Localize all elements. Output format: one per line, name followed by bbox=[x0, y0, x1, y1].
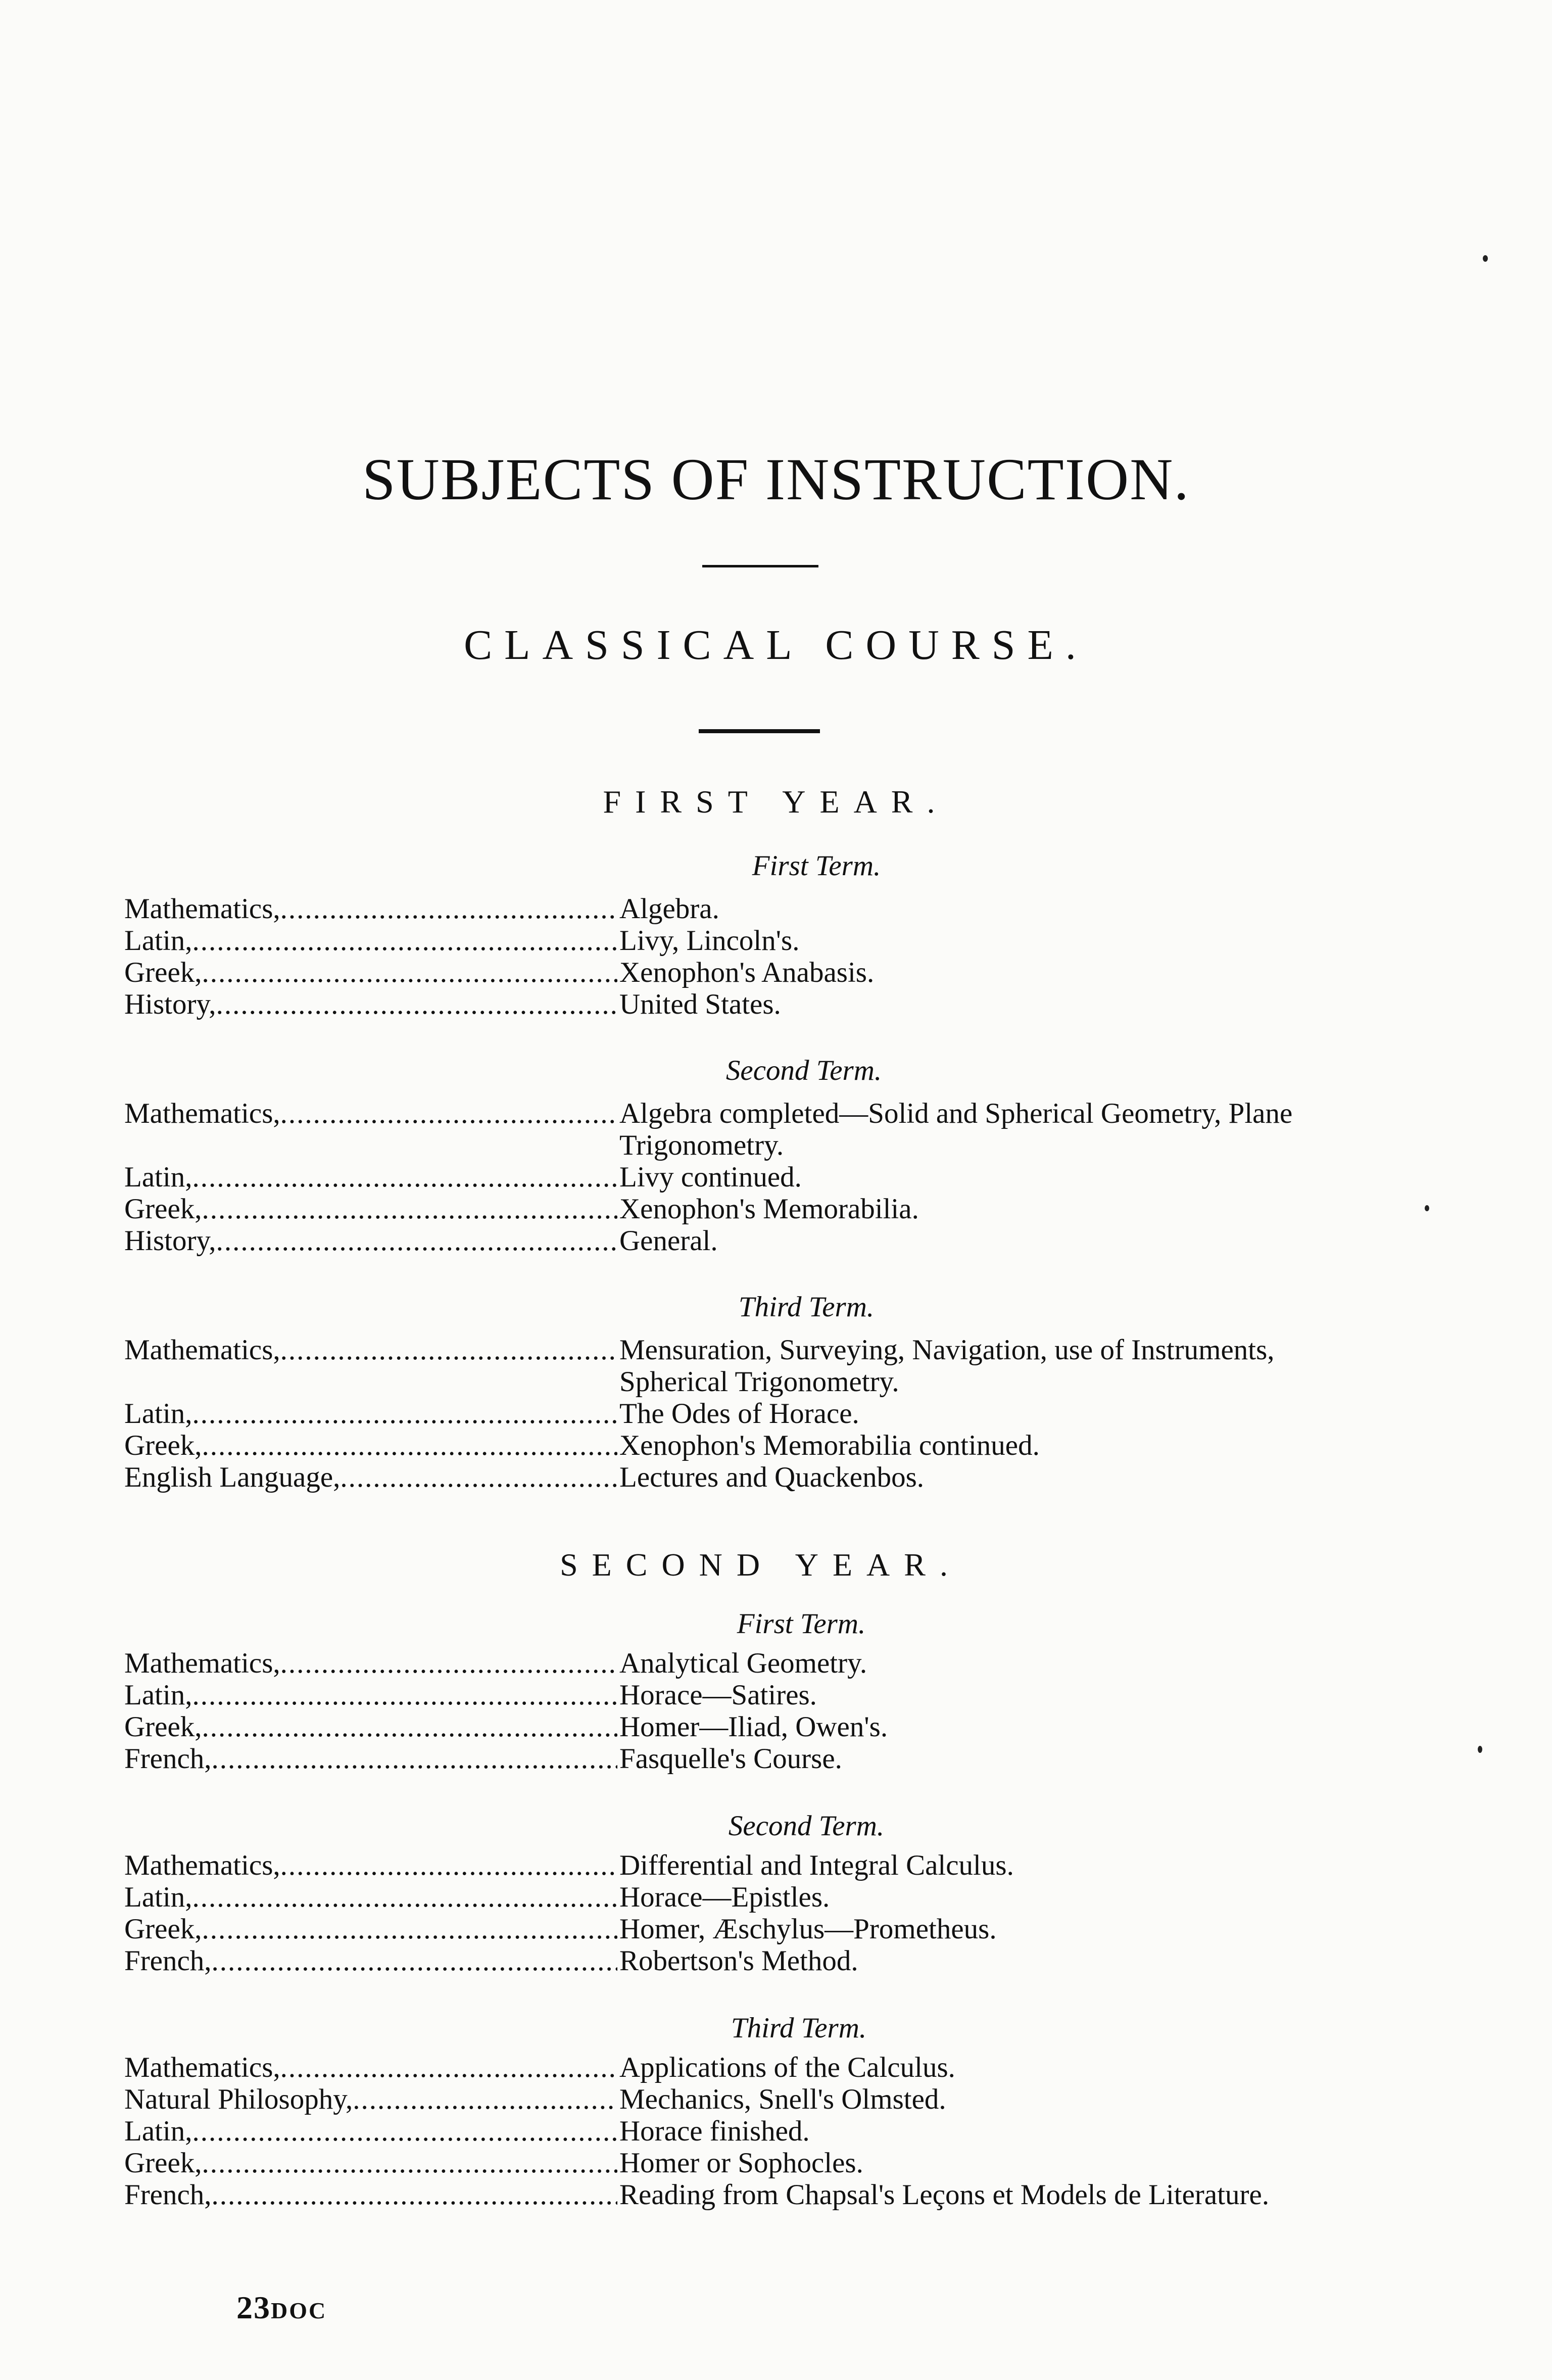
subject-content: Differential and Integral Calculus. bbox=[619, 1849, 1014, 1881]
course-divider bbox=[699, 729, 820, 733]
subject-content: Horace—Epistles. bbox=[619, 1881, 830, 1913]
subject-content: Xenophon's Memorabilia. bbox=[619, 1193, 919, 1225]
page-title: SUBJECTS OF INSTRUCTION. bbox=[362, 446, 1190, 512]
scan-speck bbox=[1425, 1205, 1429, 1211]
subject-content: United States. bbox=[619, 988, 781, 1020]
subject-content: Fasquelle's Course. bbox=[619, 1743, 842, 1775]
term-heading-first-1: First Term. bbox=[752, 850, 881, 882]
subject-label: Mathematics, ..... bbox=[124, 893, 617, 925]
scan-speck bbox=[1478, 1746, 1482, 1753]
subject-label: History, ..... bbox=[124, 988, 617, 1020]
subject-label: Greek, ..... bbox=[124, 1711, 617, 1743]
subject-label: Natural Philosophy, ..... bbox=[124, 2083, 617, 2115]
subject-label: French, ..... bbox=[124, 1945, 617, 1977]
subject-content: Livy continued. bbox=[619, 1161, 802, 1193]
subject-content: Homer or Sophocles. bbox=[619, 2147, 863, 2179]
subject-label: Greek, ..... bbox=[124, 957, 617, 988]
subject-label: Mathematics, ..... bbox=[124, 2052, 617, 2083]
term-heading-second-3: Third Term. bbox=[731, 2012, 867, 2044]
subject-content: Horace—Satires. bbox=[619, 1679, 817, 1711]
subject-content: Lectures and Quackenbos. bbox=[619, 1461, 925, 1493]
subject-label: Latin, ..... bbox=[124, 1679, 617, 1711]
term-heading-first-2: Second Term. bbox=[725, 1055, 882, 1086]
subject-content: Xenophon's Memorabilia continued. bbox=[619, 1430, 1040, 1461]
page-number-suffix: DOC bbox=[271, 2298, 327, 2323]
subject-content: The Odes of Horace. bbox=[619, 1398, 859, 1430]
subject-content: Mensuration, Surveying, Navigation, use of Instruments, Spherical Trigonometry. bbox=[619, 1334, 1275, 1398]
subject-content: Mechanics, Snell's Olmsted. bbox=[619, 2083, 946, 2115]
course-heading: CLASSICAL COURSE. bbox=[464, 622, 1088, 669]
subject-label: Mathematics, ..... bbox=[124, 1849, 617, 1881]
subject-label: Latin, ..... bbox=[124, 1881, 617, 1913]
subject-label: Latin, ..... bbox=[124, 1161, 617, 1193]
subject-content: Horace finished. bbox=[619, 2115, 810, 2147]
subject-content: Livy, Lincoln's. bbox=[619, 925, 800, 957]
scan-speck bbox=[1483, 255, 1488, 262]
subject-label: History, ..... bbox=[124, 1225, 617, 1257]
subject-label: French, ..... bbox=[124, 1743, 617, 1775]
subject-content: Homer—Iliad, Owen's. bbox=[619, 1711, 888, 1743]
subject-label: Latin, ..... bbox=[124, 925, 617, 957]
term-heading-second-1: First Term. bbox=[737, 1608, 866, 1640]
subject-label: English Language, ..... bbox=[124, 1461, 617, 1493]
page-number-main: 23 bbox=[236, 2290, 271, 2325]
subject-label: French, ..... bbox=[124, 2179, 617, 2211]
subject-label: Greek, ..... bbox=[124, 2147, 617, 2179]
subject-content: Reading from Chapsal's Leçons et Models de Literature. bbox=[619, 2179, 1270, 2211]
subject-label: Mathematics, ..... bbox=[124, 1647, 617, 1679]
subject-label: Greek, ..... bbox=[124, 1913, 617, 1945]
term-heading-first-3: Third Term. bbox=[738, 1291, 875, 1323]
subject-content: Homer, Æschylus—Prometheus. bbox=[619, 1913, 997, 1945]
subject-content: Robertson's Method. bbox=[619, 1945, 858, 1977]
subject-content: Algebra. bbox=[619, 893, 719, 925]
year-heading-second: SECOND YEAR. bbox=[560, 1547, 962, 1583]
subject-label: Latin, ..... bbox=[124, 1398, 617, 1430]
subject-content: Applications of the Calculus. bbox=[619, 2052, 955, 2083]
subject-content: Analytical Geometry. bbox=[619, 1647, 867, 1679]
year-heading-first: FIRST YEAR. bbox=[603, 784, 949, 820]
subject-content: Xenophon's Anabasis. bbox=[619, 957, 875, 988]
subject-content: Algebra completed—Solid and Spherical Geometry, Plane Trigonometry. bbox=[619, 1098, 1293, 1161]
subject-label: Mathematics, ..... bbox=[124, 1334, 617, 1366]
subject-label: Mathematics, ..... bbox=[124, 1098, 617, 1129]
subject-content: General. bbox=[619, 1225, 718, 1257]
subject-label: Greek, ..... bbox=[124, 1430, 617, 1461]
subject-label: Greek, ..... bbox=[124, 1193, 617, 1225]
title-divider bbox=[702, 565, 818, 567]
subject-label: Latin, ..... bbox=[124, 2115, 617, 2147]
term-heading-second-2: Second Term. bbox=[728, 1810, 885, 1842]
page-number bbox=[236, 2289, 327, 2326]
